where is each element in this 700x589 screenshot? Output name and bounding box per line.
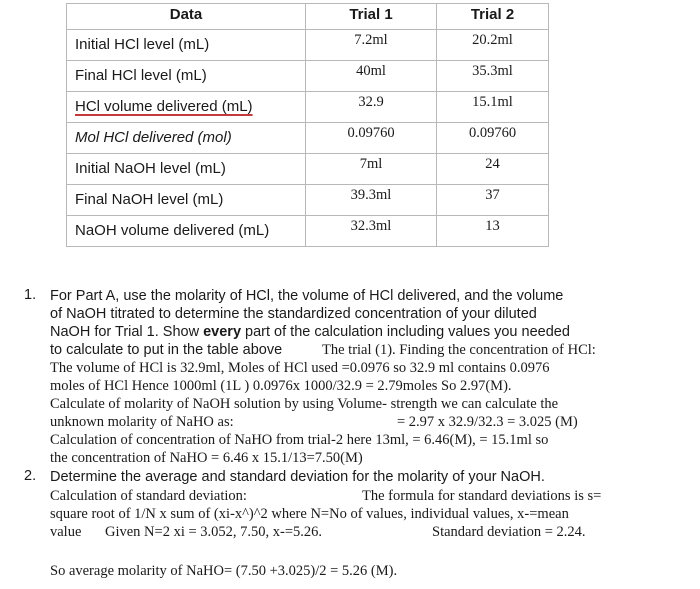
- question-1-number: 1.: [24, 287, 37, 303]
- question-2-formula: square root of 1/N x sum of (xi-x^)^2 where N=No of values, individual values, x-=mean: [50, 506, 569, 522]
- question-2-prompt: Determine the average and standard deviation for the molarity of your NaOH.: [50, 469, 545, 485]
- header-data: Data: [67, 4, 306, 30]
- table-row: [67, 216, 549, 247]
- trial-1-value: 40ml: [306, 61, 437, 92]
- question-2-average: So average molarity of NaHO= (7.50 +3.025)/2 = 5.26 (M).: [50, 563, 398, 579]
- trial-1-value: 7.2ml: [306, 30, 437, 61]
- question-1-answer-unknown: unknown molarity of NaHO as:: [50, 414, 234, 430]
- row-label: Final HCl level (mL): [67, 61, 306, 92]
- prompt-text: NaOH for Trial 1. Show: [50, 324, 204, 340]
- table-row: [67, 92, 549, 123]
- trial-1-value: 32.3ml: [306, 216, 437, 247]
- prompt-emphasis: every: [203, 324, 242, 340]
- table-row: [67, 185, 549, 216]
- table-header-row: [67, 4, 549, 30]
- trial-1-value: 39.3ml: [306, 185, 437, 216]
- table-row: [67, 154, 549, 185]
- question-2-standard-deviation: Standard deviation = 2.24.: [432, 524, 586, 540]
- trial-1-value: 32.9: [306, 92, 437, 123]
- row-label: Initial NaOH level (mL): [67, 154, 306, 185]
- question-2-number: 2.: [24, 468, 37, 484]
- question-1-answer-final: the concentration of NaHO = 6.46 x 15.1/13=7.50(M): [50, 450, 363, 466]
- question-2-value-word: value: [50, 524, 82, 540]
- trial-2-value: 24: [437, 154, 549, 185]
- trial-1-value: 0.09760: [306, 123, 437, 154]
- trial-2-value: 37: [437, 185, 549, 216]
- row-label: Final NaOH level (mL): [67, 185, 306, 216]
- trial-2-value: 20.2ml: [437, 30, 549, 61]
- question-1-answer-equation: = 2.97 x 32.9/32.3 = 3.025 (M): [397, 414, 578, 430]
- question-1-answer-start: The trial (1). Finding the concentration of HCl:: [322, 342, 596, 358]
- titration-data-table: [66, 3, 549, 247]
- question-1-prompt-line-1: For Part A, use the molarity of HCl, the volume of HCl delivered, and the volume: [50, 288, 564, 304]
- question-2-given: Given N=2 xi = 3.052, 7.50, x-=5.26.: [105, 524, 323, 540]
- table-row: [67, 123, 549, 154]
- header-trial-2: Trial 2: [437, 4, 549, 30]
- row-label: NaOH volume delivered (mL): [67, 216, 306, 247]
- row-label: Initial HCl level (mL): [67, 30, 306, 61]
- trial-2-value: 0.09760: [437, 123, 549, 154]
- question-2-formula-intro: The formula for standard deviations is s=: [362, 488, 602, 504]
- trial-2-value: 35.3ml: [437, 61, 549, 92]
- prompt-text: part of the calculation including values you needed: [241, 324, 570, 340]
- question-1-answer-trial-2: Calculation of concentration of NaHO from trial-2 here 13ml, = 6.46(M), = 15.1ml so: [50, 432, 549, 448]
- question-1-answer-line: The volume of HCl is 32.9ml, Moles of HCl used =0.0976 so 32.9 ml contains 0.0976: [50, 360, 550, 376]
- trial-1-value: 7ml: [306, 154, 437, 185]
- header-trial-1: Trial 1: [306, 4, 437, 30]
- table-row: [67, 30, 549, 61]
- question-2-calc-label: Calculation of standard deviation:: [50, 488, 247, 504]
- trial-2-value: 13: [437, 216, 549, 247]
- table-row: [67, 61, 549, 92]
- question-1-answer-line: Calculate of molarity of NaOH solution by using Volume- strength we can calculate the: [50, 396, 559, 412]
- row-label: HCl volume delivered (mL): [67, 92, 306, 123]
- question-1-answer-line: moles of HCl Hence 1000ml (1L ) 0.0976x 1000/32.9 = 2.79moles So 2.97(M).: [50, 378, 512, 394]
- trial-2-value: 15.1ml: [437, 92, 549, 123]
- question-1-prompt-line-2: of NaOH titrated to determine the standardized concentration of your diluted: [50, 306, 537, 322]
- question-1-prompt-line-4: to calculate to put in the table above: [50, 342, 283, 358]
- row-label: Mol HCl delivered (mol): [67, 123, 306, 154]
- question-1-prompt-line-3: [50, 323, 570, 341]
